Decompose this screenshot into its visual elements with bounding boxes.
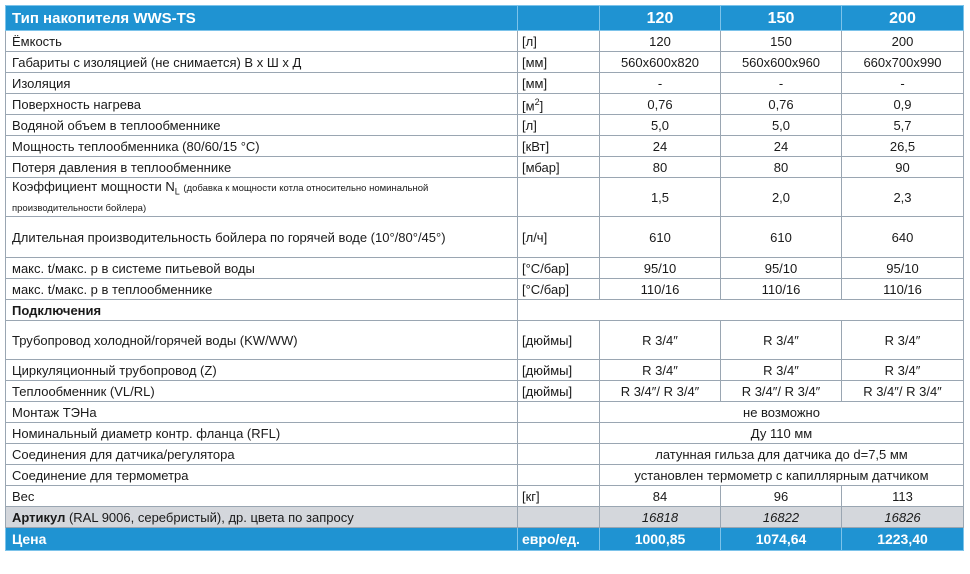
row-value: 95/10 — [842, 258, 964, 279]
row-label: макс. t/макс. p в теплообменнике — [6, 279, 518, 300]
row-label: Соединения для датчика/регулятора — [6, 444, 518, 465]
row-value: 150 — [721, 31, 842, 52]
row-value: 610 — [721, 217, 842, 258]
label-note: (добавка к мощности котла относительно номинальной производительности бойлера) — [12, 182, 429, 215]
row-label: Потеря давления в теплообменнике — [6, 157, 518, 178]
row-value: 640 — [842, 217, 964, 258]
row-label: Водяной объем в теплообменнике — [6, 115, 518, 136]
row-span-value: латунная гильза для датчика до d=7,5 мм — [600, 444, 964, 465]
row-label: Поверхность нагрева — [6, 94, 518, 115]
row-value: R 3/4″/ R 3/4″ — [842, 381, 964, 402]
row-label: Габариты с изоляцией (не снимается) В х Ш х Д — [6, 52, 518, 73]
row-value: R 3/4″ — [721, 360, 842, 381]
row-value: 26,5 — [842, 136, 964, 157]
row-value: R 3/4″ — [721, 321, 842, 360]
table-row — [6, 94, 964, 115]
model-150-header: 150 — [721, 6, 842, 31]
row-value: 110/16 — [842, 279, 964, 300]
row-value: 24 — [721, 136, 842, 157]
row-value: R 3/4″ — [600, 360, 721, 381]
row-value: R 3/4″/ R 3/4″ — [600, 381, 721, 402]
row-value: 5,7 — [842, 115, 964, 136]
row-value: 24 — [600, 136, 721, 157]
section-empty-cell — [518, 300, 964, 321]
label-subscript: L — [174, 186, 180, 197]
row-span-value: установлен термометр с капиллярным датчиком — [600, 465, 964, 486]
row-value: 1,5 — [600, 178, 721, 217]
row-value: R 3/4″ — [842, 321, 964, 360]
article-number: 16822 — [721, 507, 842, 528]
row-unit: [дюймы] — [518, 321, 600, 360]
table-row — [6, 279, 964, 300]
row-value: 113 — [842, 486, 964, 507]
row-value: - — [721, 73, 842, 94]
article-label-bold: Артикул — [12, 509, 66, 525]
table-row — [6, 423, 964, 444]
row-unit: [мм] — [518, 73, 600, 94]
table-row — [6, 136, 964, 157]
unit-superscript: 2 — [534, 96, 540, 107]
row-label: Теплообменник (VL/RL) — [6, 381, 518, 402]
table-row — [6, 465, 964, 486]
row-unit — [518, 423, 600, 444]
row-value: 110/16 — [721, 279, 842, 300]
row-label: Циркуляционный трубопровод (Z) — [6, 360, 518, 381]
row-unit: [л] — [518, 31, 600, 52]
row-value: 84 — [600, 486, 721, 507]
row-value: R 3/4″ — [842, 360, 964, 381]
row-value: 0,76 — [721, 94, 842, 115]
row-value: 0,76 — [600, 94, 721, 115]
header-unit-cell — [518, 6, 600, 31]
row-value: R 3/4″ — [600, 321, 721, 360]
row-value: 95/10 — [600, 258, 721, 279]
article-number: 16826 — [842, 507, 964, 528]
row-unit: [мм] — [518, 52, 600, 73]
row-value: 5,0 — [721, 115, 842, 136]
row-value: 0,9 — [842, 94, 964, 115]
row-span-value: Ду 110 мм — [600, 423, 964, 444]
row-value: 200 — [842, 31, 964, 52]
price-row — [6, 528, 964, 551]
row-value: 610 — [600, 217, 721, 258]
unit-part: ] — [539, 98, 544, 114]
row-label: Номинальный диаметр контр. фланца (RFL) — [6, 423, 518, 444]
row-label: Мощность теплообменника (80/60/15 °C) — [6, 136, 518, 157]
row-unit: [кг] — [518, 486, 600, 507]
row-unit: [л/ч] — [518, 217, 600, 258]
table-row — [6, 360, 964, 381]
article-unit-cell — [518, 507, 600, 528]
row-unit: [мбар] — [518, 157, 600, 178]
row-value: - — [842, 73, 964, 94]
row-unit — [518, 402, 600, 423]
price-value: 1000,85 — [600, 528, 721, 551]
label-wrap: Трубопровод холодной/горячей воды (KW/WW) — [12, 332, 298, 348]
row-unit — [518, 465, 600, 486]
row-unit: [л] — [518, 115, 600, 136]
row-label: Длительная производительность бойлера по горячей воде (10°/80°/45°) — [6, 217, 518, 258]
table-row — [6, 444, 964, 465]
row-label: Вес — [6, 486, 518, 507]
row-value: R 3/4″/ R 3/4″ — [721, 381, 842, 402]
price-value: 1223,40 — [842, 528, 964, 551]
section-title: Подключения — [6, 300, 518, 321]
table-row — [6, 486, 964, 507]
article-row — [6, 507, 964, 528]
price-label: Цена — [6, 528, 518, 551]
table-row — [6, 115, 964, 136]
spec-table-wrapper — [5, 5, 964, 551]
row-label: Ёмкость — [6, 31, 518, 52]
row-value: 560x600x820 — [600, 52, 721, 73]
table-row — [6, 178, 964, 217]
row-value: 80 — [600, 157, 721, 178]
row-value: 5,0 — [600, 115, 721, 136]
row-label: Монтаж ТЭНа — [6, 402, 518, 423]
row-label: Изоляция — [6, 73, 518, 94]
table-row — [6, 217, 964, 258]
table-row — [6, 402, 964, 423]
row-label — [6, 321, 518, 360]
table-header-row — [6, 6, 964, 31]
row-unit: [кВт] — [518, 136, 600, 157]
spec-table — [5, 5, 964, 551]
row-value: 120 — [600, 31, 721, 52]
table-row — [6, 321, 964, 360]
row-value: 90 — [842, 157, 964, 178]
row-value: 2,0 — [721, 178, 842, 217]
row-unit: [дюймы] — [518, 381, 600, 402]
price-value: 1074,64 — [721, 528, 842, 551]
table-row — [6, 52, 964, 73]
table-row — [6, 157, 964, 178]
row-value: 2,3 — [842, 178, 964, 217]
table-title: Тип накопителя WWS-TS — [6, 6, 518, 31]
price-unit: евро/ед. — [518, 528, 600, 551]
row-value: 80 — [721, 157, 842, 178]
model-200-header: 200 — [842, 6, 964, 31]
row-value: 660x700x990 — [842, 52, 964, 73]
section-header-row — [6, 300, 964, 321]
table-row — [6, 258, 964, 279]
row-label: Соединение для термометра — [6, 465, 518, 486]
row-value: 560x600x960 — [721, 52, 842, 73]
row-label — [6, 178, 518, 217]
article-label-rest: (RAL 9006, серебристый), др. цвета по запросу — [65, 509, 354, 525]
row-unit — [518, 178, 600, 217]
row-label: макс. t/макс. p в системе питьевой воды — [6, 258, 518, 279]
row-unit: [дюймы] — [518, 360, 600, 381]
row-unit: [°C/бар] — [518, 258, 600, 279]
row-unit — [518, 94, 600, 115]
row-value: 110/16 — [600, 279, 721, 300]
article-label — [6, 507, 518, 528]
table-row — [6, 73, 964, 94]
table-row — [6, 381, 964, 402]
table-row — [6, 31, 964, 52]
row-unit — [518, 444, 600, 465]
row-value: 95/10 — [721, 258, 842, 279]
row-unit: [°C/бар] — [518, 279, 600, 300]
label-main: Коэффициент мощности N — [12, 178, 175, 194]
row-value: 96 — [721, 486, 842, 507]
row-span-value: не возможно — [600, 402, 964, 423]
row-value: - — [600, 73, 721, 94]
unit-part: [м — [522, 98, 535, 114]
model-120-header: 120 — [600, 6, 721, 31]
article-number: 16818 — [600, 507, 721, 528]
